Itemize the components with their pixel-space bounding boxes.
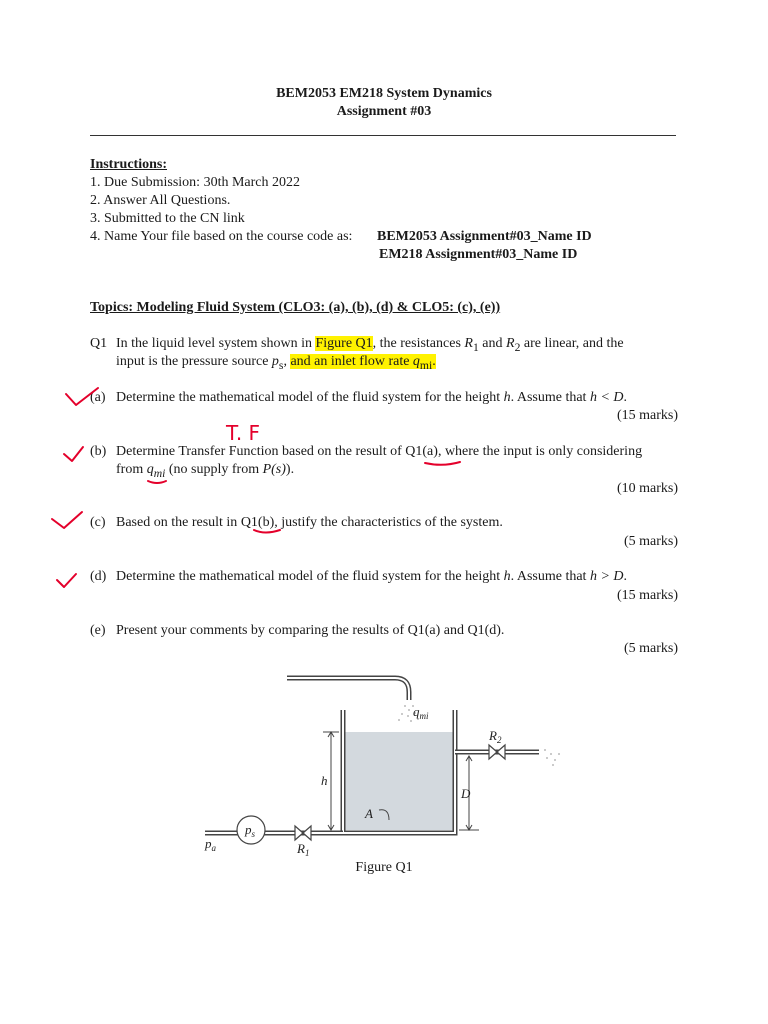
inlet-pipe [287, 678, 409, 700]
part-label: (b) [90, 444, 107, 459]
label-pa: $p_a$ [205, 836, 216, 853]
text: . [623, 569, 628, 584]
text: Determine the mathematical model of the fluid system for the height [116, 390, 504, 405]
part-label: (c) [90, 515, 106, 530]
part-label: (d) [90, 569, 107, 584]
instruction-item: 1. Due Submission: 30th March 2022 [90, 175, 300, 190]
underline-mark [254, 530, 280, 533]
valve-r1-icon [295, 826, 311, 840]
var-r2: R [506, 336, 515, 351]
text: (no supply from [165, 462, 263, 477]
question-label: Q1 [90, 336, 108, 351]
assignment-title: Assignment #03 [336, 104, 432, 119]
outlet-spray [544, 749, 560, 766]
label-h: h [321, 773, 328, 788]
text: . Assume that [510, 390, 590, 405]
course-title: BEM2053 EM218 System Dynamics [276, 86, 492, 101]
text: and an inlet flow rate [290, 354, 413, 369]
instruction-item: 3. Submitted to the CN link [90, 211, 245, 226]
text: , where the input is only considering [437, 444, 643, 459]
marks-label: (10 marks) [616, 481, 678, 496]
marks-label: (5 marks) [623, 641, 678, 656]
file-name-em: EM218 Assignment#03_Name ID [379, 247, 578, 262]
checkmark-icon [52, 512, 82, 528]
text: In the liquid level system shown in [116, 336, 316, 351]
marks-label: (15 marks) [616, 408, 678, 423]
text: input is the pressure source [116, 354, 272, 369]
text: . [623, 390, 628, 405]
underline-mark [148, 481, 166, 483]
checkmark-icon [66, 388, 98, 405]
sub: mi [153, 466, 166, 480]
label-r1: $R_1$ [297, 841, 310, 858]
part-label: (a) [90, 390, 106, 405]
marks-label: (15 marks) [616, 588, 678, 603]
part-label: (e) [90, 623, 106, 638]
underline-mark [425, 462, 460, 465]
ref-q1a: Q1(a) [405, 444, 438, 459]
var-h: h [503, 569, 511, 584]
text: Determine the mathematical model of the fluid system for the height [116, 569, 504, 584]
text: , [283, 354, 291, 369]
checkmark-icon [57, 574, 76, 587]
figure-q1-diagram [199, 670, 571, 865]
ref-q1b: Q1(b) [240, 515, 275, 530]
var-qmi: q [146, 462, 154, 477]
text: , justify the characteristics of the system. [274, 515, 503, 530]
label-r2: $R_2$ [489, 728, 502, 745]
sub: 1 [472, 340, 479, 354]
text: . Assume that [510, 569, 590, 584]
condition: h < D [589, 390, 624, 405]
text: . [432, 354, 436, 369]
text: are linear, and the [520, 336, 624, 351]
text: ). [285, 462, 295, 477]
sub: s [278, 358, 284, 372]
label-a: A [365, 806, 373, 821]
label-ps: $p_s$ [245, 822, 256, 839]
var-ps: p [271, 354, 279, 369]
valve-r2-icon [489, 745, 505, 759]
file-name-bem: BEM2053 Assignment#03_Name ID [377, 229, 592, 244]
instruction-item: 4. Name Your file based on the course code as: [90, 229, 353, 244]
text: , the resistances [372, 336, 465, 351]
part-e-text: Present your comments by comparing the results of Q1(a) and Q1(d). [116, 623, 505, 638]
checkmark-icon [64, 447, 83, 461]
tank-water [345, 732, 453, 830]
var-h: h [503, 390, 511, 405]
sub: mi [419, 358, 433, 372]
instructions-heading: Instructions: [90, 157, 168, 172]
text: Determine Transfer Function based on the result of [116, 444, 406, 459]
topics-line: Topics: Modeling Fluid System (CLO3: (a), (b), (d) & CLO5: (c), (e)) [90, 300, 501, 315]
label-d: D [461, 786, 471, 801]
text: Based on the result in [116, 515, 241, 530]
text: from [116, 462, 147, 477]
label-qmi: $q_{mi}$ [413, 704, 429, 721]
var-ps-capital: P(s) [262, 462, 286, 477]
var-r1: R [464, 336, 473, 351]
tf-note: T. F [226, 421, 261, 445]
marks-label: (5 marks) [623, 534, 678, 549]
figure-ref: Figure Q1 [315, 336, 373, 351]
text: and [478, 336, 507, 351]
instruction-item: 2. Answer All Questions. [90, 193, 231, 208]
var-qmi: q [412, 354, 420, 369]
sub: 2 [514, 340, 521, 354]
figure-caption: Figure Q1 [355, 860, 413, 875]
condition: h > D [589, 569, 624, 584]
